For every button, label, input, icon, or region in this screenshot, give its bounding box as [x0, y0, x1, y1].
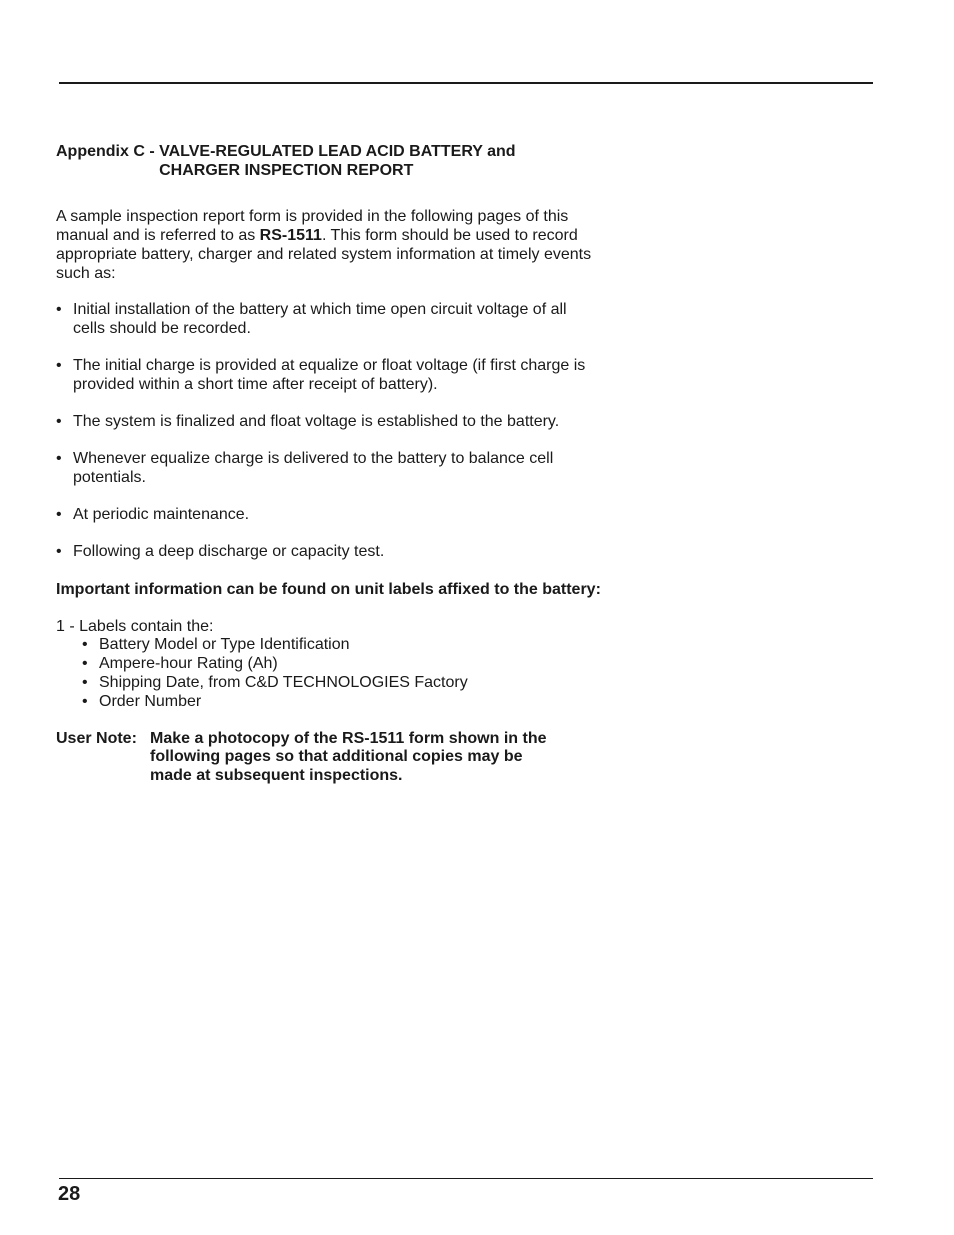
user-note-label: User Note:	[56, 729, 137, 747]
user-note-text	[150, 730, 580, 786]
label-item-text: Shipping Date, from C&D TECHNOLOGIES Factory	[99, 673, 468, 691]
bullet-icon: •	[56, 543, 62, 561]
list-item	[56, 450, 601, 487]
bullet-icon: •	[82, 655, 88, 673]
list-item	[82, 674, 601, 693]
event-text: Whenever equalize charge is delivered to the battery to balance cell potentials.	[73, 450, 554, 486]
footer-rule	[59, 1178, 873, 1179]
event-text: Following a deep discharge or capacity test.	[73, 543, 385, 561]
list-item	[82, 655, 601, 674]
page-content	[56, 143, 601, 786]
bullet-icon: •	[56, 413, 62, 431]
bullet-icon: •	[56, 357, 62, 375]
label-item-text: Ampere-hour Rating (Ah)	[99, 655, 278, 673]
list-item	[56, 301, 601, 338]
bullet-icon: •	[82, 636, 88, 654]
bullet-icon: •	[56, 301, 62, 319]
important-note: Important information can be found on unit labels affixed to the battery:	[56, 580, 601, 598]
bullet-icon: •	[82, 692, 88, 710]
intro-paragraph	[56, 208, 601, 283]
user-note-line-3: made at subsequent inspections.	[150, 767, 403, 785]
user-note-line-2: following pages so that additional copies may be	[150, 748, 523, 766]
bullet-icon: •	[56, 506, 62, 524]
appendix-heading-line-1: VALVE-REGULATED LEAD ACID BATTERY and	[159, 143, 516, 160]
bullet-icon: •	[56, 450, 62, 468]
event-list	[56, 301, 601, 562]
event-text: At periodic maintenance.	[73, 506, 250, 524]
list-item	[56, 413, 601, 432]
label-contents-list	[56, 636, 601, 711]
form-id: RS-1511	[259, 227, 322, 245]
list-item	[56, 357, 601, 394]
intro-text-part-1: A sample inspection report form is provided in the following pages of this manual and is referred to as	[56, 208, 569, 245]
list-item	[56, 543, 601, 562]
list-item	[56, 506, 601, 525]
event-text: The initial charge is provided at equalize or float voltage (if first charge is provided within a short time after receipt of battery).	[73, 357, 586, 393]
user-note-line-1: Make a photocopy of the RS-1511 form shown in the	[150, 729, 547, 747]
bullet-icon: •	[82, 673, 88, 691]
user-note	[56, 730, 601, 786]
label-item-text: Battery Model or Type Identification	[99, 636, 350, 654]
intro-text-part-2: . This form should be used to record appropriate battery, charger and related system information at timely events such as:	[56, 227, 592, 282]
appendix-heading-title	[159, 143, 515, 180]
list-item	[82, 693, 601, 712]
label-item-text: Order Number	[99, 692, 202, 710]
event-text: The system is finalized and float voltage is established to the battery.	[73, 413, 560, 431]
page-number: 28	[58, 1183, 81, 1205]
labels-intro: 1 - Labels contain the:	[56, 617, 214, 635]
appendix-heading-line-2: CHARGER INSPECTION REPORT	[159, 161, 414, 179]
event-text: Initial installation of the battery at which time open circuit voltage of all cells should be recorded.	[73, 301, 567, 337]
list-item	[82, 636, 601, 655]
appendix-heading-prefix: Appendix C -	[56, 143, 160, 160]
appendix-heading	[56, 143, 601, 180]
header-rule	[59, 82, 873, 84]
